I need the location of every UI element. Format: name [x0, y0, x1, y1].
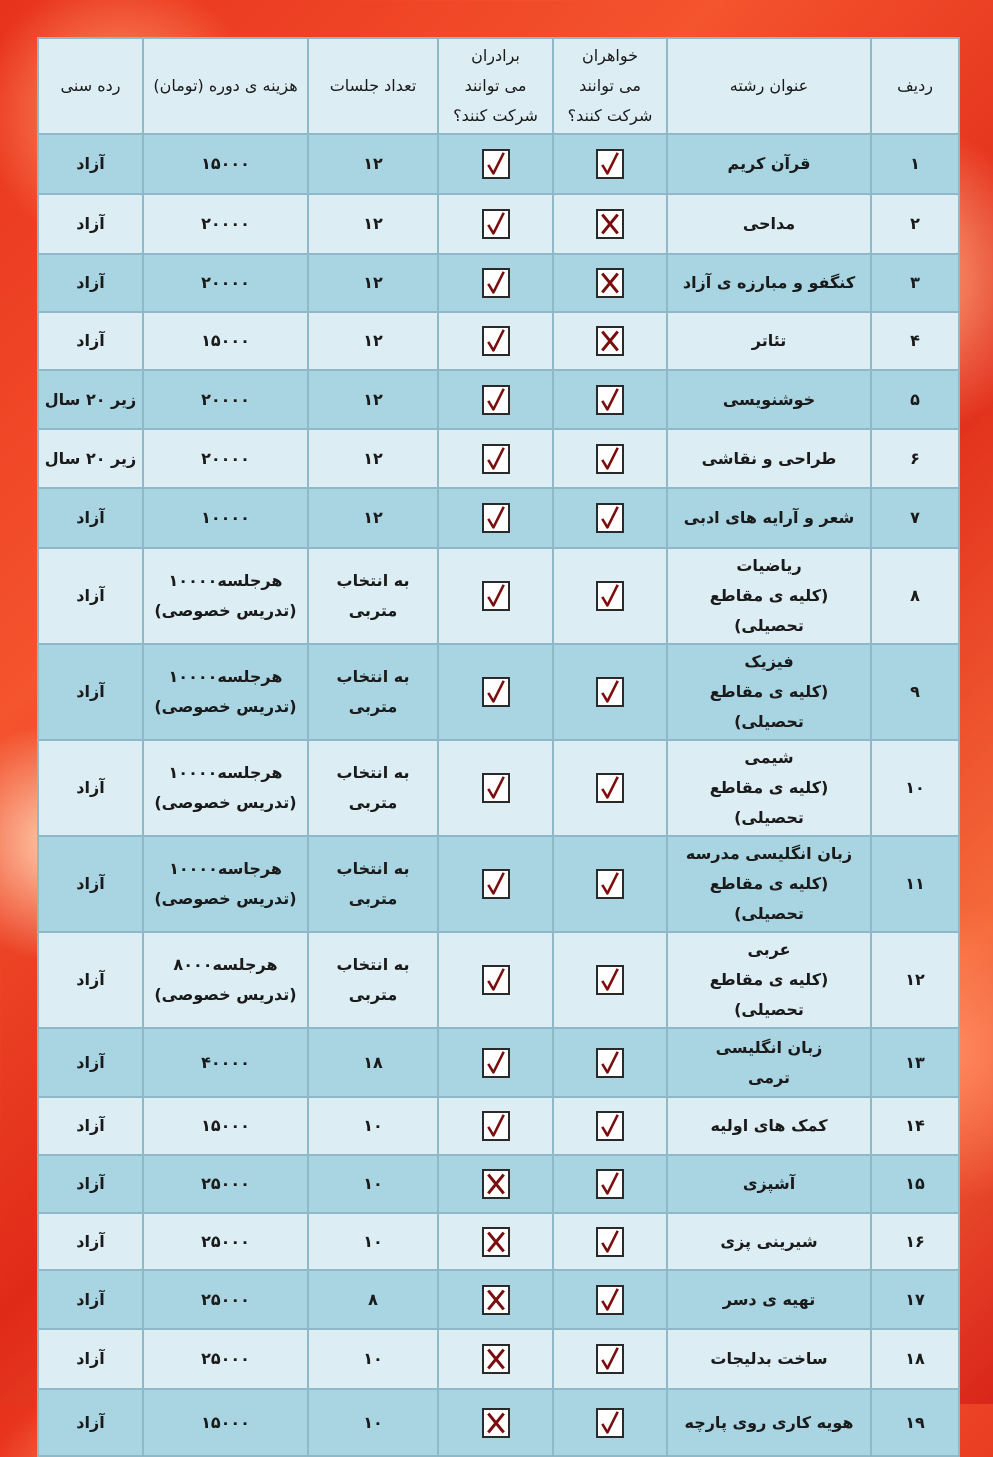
check-icon — [596, 581, 624, 611]
table-row — [38, 429, 959, 488]
cell-sessions: ۱۲ — [308, 429, 438, 488]
check-icon — [596, 773, 624, 803]
cell-title — [667, 1329, 871, 1389]
cell-sisters — [553, 1270, 667, 1329]
cell-sessions: ۱۰ — [308, 1213, 438, 1270]
cell-row-no: ۱۱ — [871, 836, 959, 932]
cell-title — [667, 836, 871, 932]
cross-icon — [596, 326, 624, 356]
cell-sessions: ۱۲ — [308, 134, 438, 194]
cell-brothers — [438, 644, 553, 740]
cell-sisters — [553, 429, 667, 488]
header-row-no: ردیف — [871, 38, 959, 134]
table-row — [38, 1097, 959, 1155]
table-row — [38, 932, 959, 1028]
check-icon — [482, 869, 510, 899]
cell-fee — [143, 134, 308, 194]
cell-brothers — [438, 1329, 553, 1389]
cell-title-line: طراحی و نقاشی — [701, 448, 837, 468]
header-row — [38, 38, 959, 134]
cell-sisters — [553, 1213, 667, 1270]
cell-brothers — [438, 836, 553, 932]
cell-age: آزاد — [38, 836, 143, 932]
check-icon — [482, 385, 510, 415]
cell-row-no: ۱ — [871, 134, 959, 194]
check-icon — [596, 677, 624, 707]
check-icon — [482, 1111, 510, 1141]
cell-row-no: ۱۴ — [871, 1097, 959, 1155]
cell-title-line: (کلیه ی مقاطع تحصیلی) — [709, 874, 829, 923]
cell-title — [667, 370, 871, 429]
cell-fee — [143, 1155, 308, 1213]
check-icon — [596, 1227, 624, 1257]
check-icon — [482, 581, 510, 611]
cell-row-no: ۶ — [871, 429, 959, 488]
cell-fee-line: ۲۰۰۰۰ — [201, 389, 250, 409]
cell-title-line: تهیه ی دسر — [722, 1289, 816, 1309]
cell-fee-line: (تدریس خصوصی) — [154, 697, 297, 716]
cell-fee — [143, 644, 308, 740]
cell-sisters — [553, 548, 667, 644]
cell-brothers — [438, 1155, 553, 1213]
cell-row-no: ۴ — [871, 312, 959, 370]
cell-age: زیر ۲۰ سال — [38, 429, 143, 488]
cell-sisters — [553, 740, 667, 836]
cell-brothers — [438, 194, 553, 254]
table-row — [38, 1329, 959, 1389]
cross-icon — [596, 209, 624, 239]
cell-title — [667, 1213, 871, 1270]
cell-fee-line: ۱۰۰۰۰ — [201, 508, 250, 527]
cell-fee-line: ۱۵۰۰۰ — [201, 331, 250, 350]
cell-title-line: کنگفو و مبارزه ی آزاد — [682, 273, 856, 292]
cell-age: آزاد — [38, 254, 143, 312]
cell-fee-line: (تدریس خصوصی) — [154, 601, 297, 620]
cell-fee-line: هرجلسه۸۰۰۰ — [173, 955, 278, 974]
cell-fee-line: (تدریس خصوصی) — [154, 985, 297, 1004]
header-age: رده سنی — [38, 38, 143, 134]
cell-title-line: کمک های اولیه — [710, 1116, 828, 1135]
cell-age: آزاد — [38, 1028, 143, 1097]
cell-fee-line: (تدریس خصوصی) — [154, 793, 297, 812]
cell-sisters — [553, 644, 667, 740]
check-icon — [596, 444, 624, 474]
cell-title — [667, 1097, 871, 1155]
table-row — [38, 1213, 959, 1270]
cell-title-line: آشپزی — [742, 1174, 796, 1193]
cell-age: آزاد — [38, 932, 143, 1028]
cell-sessions: ۱۲ — [308, 254, 438, 312]
cell-fee — [143, 429, 308, 488]
cross-icon — [596, 268, 624, 298]
header-sisters-line: می توانند — [579, 76, 641, 95]
check-icon — [596, 503, 624, 533]
check-icon — [596, 1169, 624, 1199]
cell-title-line: (کلیه ی مقاطع تحصیلی) — [709, 586, 829, 635]
table-row — [38, 134, 959, 194]
cell-title-line: (کلیه ی مقاطع تحصیلی) — [709, 682, 829, 731]
check-icon — [482, 1048, 510, 1078]
courses-table — [37, 37, 960, 1457]
cell-row-no: ۱۹ — [871, 1389, 959, 1456]
cell-title-line: مداحی — [742, 214, 796, 233]
cell-title-line: عربی — [747, 940, 791, 959]
check-icon — [482, 773, 510, 803]
cell-sessions: ۱۲ — [308, 370, 438, 429]
cell-fee — [143, 1097, 308, 1155]
cell-sessions: ۱۰ — [308, 1389, 438, 1456]
cell-age: آزاد — [38, 548, 143, 644]
cell-age: آزاد — [38, 1213, 143, 1270]
check-icon — [596, 1408, 624, 1438]
table-row — [38, 254, 959, 312]
cell-row-no: ۱۳ — [871, 1028, 959, 1097]
cell-title — [667, 488, 871, 548]
cell-row-no: ۷ — [871, 488, 959, 548]
cell-row-no: ۱۲ — [871, 932, 959, 1028]
cell-title-line: خوشنویسی — [722, 389, 816, 409]
cell-sisters — [553, 254, 667, 312]
cell-title-line: هویه کاری روی پارچه — [684, 1412, 854, 1432]
cell-fee — [143, 1389, 308, 1456]
cell-brothers — [438, 1213, 553, 1270]
cell-title — [667, 134, 871, 194]
table-row — [38, 194, 959, 254]
cell-fee-line: ۴۰۰۰۰ — [201, 1052, 250, 1072]
cell-age: زیر ۲۰ سال — [38, 370, 143, 429]
table-row — [38, 1270, 959, 1329]
cell-sisters — [553, 836, 667, 932]
cell-fee-line: ۱۵۰۰۰ — [201, 1412, 250, 1432]
cell-brothers — [438, 1270, 553, 1329]
cell-sisters — [553, 1028, 667, 1097]
cell-age: آزاد — [38, 488, 143, 548]
table-row — [38, 548, 959, 644]
cell-fee-line: هرجلسه۱۰۰۰۰ — [168, 667, 283, 686]
cell-brothers — [438, 370, 553, 429]
cell-title-line: قرآن کریم — [727, 154, 811, 173]
check-icon — [482, 209, 510, 239]
cell-row-no: ۱۶ — [871, 1213, 959, 1270]
check-icon — [596, 869, 624, 899]
cell-title-line: ساخت بدلیجات — [710, 1349, 828, 1368]
cell-title-line: زبان انگلیسی — [715, 1037, 823, 1057]
cell-fee — [143, 1329, 308, 1389]
cell-fee — [143, 548, 308, 644]
cell-title-line: فیزیک — [744, 652, 794, 671]
cell-row-no: ۲ — [871, 194, 959, 254]
cell-title — [667, 312, 871, 370]
header-brothers-line: می توانند — [464, 76, 527, 95]
header-title: عنوان رشته — [667, 38, 871, 134]
cell-brothers — [438, 1389, 553, 1456]
table-body — [38, 134, 959, 1456]
header-sisters-line: شرکت کنند؟ — [567, 106, 653, 125]
header-fee: هزینه ی دوره (تومان) — [143, 38, 308, 134]
cell-fee — [143, 488, 308, 548]
cross-icon — [482, 1285, 510, 1315]
cell-age: آزاد — [38, 740, 143, 836]
cell-title — [667, 1389, 871, 1456]
cell-fee-line: (تدریس خصوصی) — [154, 889, 297, 908]
cell-title — [667, 740, 871, 836]
cell-fee-line: ۲۵۰۰۰ — [201, 1174, 250, 1193]
cell-fee-line: هرجلسه۱۰۰۰۰ — [168, 571, 283, 590]
header-brothers-line: برادران — [471, 46, 520, 65]
cell-title-line: زبان انگلیسی مدرسه — [685, 844, 853, 863]
cell-row-no: ۱۵ — [871, 1155, 959, 1213]
cell-fee — [143, 370, 308, 429]
cell-row-no: ۳ — [871, 254, 959, 312]
cell-fee — [143, 932, 308, 1028]
cell-age: آزاد — [38, 1097, 143, 1155]
cell-fee — [143, 1028, 308, 1097]
table-row — [38, 644, 959, 740]
check-icon — [596, 1285, 624, 1315]
cell-sisters — [553, 1389, 667, 1456]
cell-fee-line: ۲۵۰۰۰ — [201, 1289, 250, 1309]
check-icon — [596, 149, 624, 179]
check-icon — [482, 677, 510, 707]
table-row — [38, 1028, 959, 1097]
cell-brothers — [438, 429, 553, 488]
cell-fee-line: ۲۵۰۰۰ — [201, 1349, 250, 1368]
cell-title — [667, 1155, 871, 1213]
cell-title-line: ترمی — [747, 1067, 791, 1087]
cell-age: آزاد — [38, 134, 143, 194]
cell-title-line: شعر و آرایه های ادبی — [683, 508, 855, 527]
cell-fee-line: ۲۵۰۰۰ — [201, 1231, 250, 1251]
cell-title — [667, 548, 871, 644]
cell-brothers — [438, 548, 553, 644]
cell-sessions: به انتخاب متربی — [308, 932, 438, 1028]
cell-brothers — [438, 134, 553, 194]
check-icon — [596, 1111, 624, 1141]
cell-title — [667, 1270, 871, 1329]
cell-age: آزاد — [38, 194, 143, 254]
cell-fee-line: ۱۵۰۰۰ — [201, 154, 250, 173]
cell-row-no: ۵ — [871, 370, 959, 429]
cell-sessions: ۱۲ — [308, 194, 438, 254]
cell-title-line: (کلیه ی مقاطع تحصیلی) — [709, 778, 829, 827]
table-row — [38, 740, 959, 836]
cell-title — [667, 194, 871, 254]
cell-title — [667, 254, 871, 312]
cell-fee — [143, 312, 308, 370]
check-icon — [482, 965, 510, 995]
cell-fee-line: هرجاسه۱۰۰۰۰ — [169, 859, 282, 878]
check-icon — [596, 385, 624, 415]
cell-brothers — [438, 740, 553, 836]
cell-fee-line: ۱۵۰۰۰ — [201, 1116, 250, 1135]
cell-age: آزاد — [38, 1155, 143, 1213]
cell-sisters — [553, 932, 667, 1028]
cell-brothers — [438, 932, 553, 1028]
check-icon — [596, 965, 624, 995]
cell-sessions: ۱۲ — [308, 488, 438, 548]
cell-age: آزاد — [38, 1329, 143, 1389]
check-icon — [482, 149, 510, 179]
cell-fee-line: ۲۰۰۰۰ — [201, 273, 250, 292]
cross-icon — [482, 1408, 510, 1438]
cell-age: آزاد — [38, 312, 143, 370]
cell-title-line: شیرینی پزی — [720, 1231, 818, 1251]
cell-sessions: به انتخاب متربی — [308, 644, 438, 740]
cell-title-line: شیمی — [744, 748, 794, 767]
cell-fee-line: ۲۰۰۰۰ — [201, 448, 250, 468]
table-row — [38, 836, 959, 932]
header-sisters-line: خواهران — [581, 46, 639, 65]
cell-row-no: ۹ — [871, 644, 959, 740]
cell-sessions: به انتخاب متربی — [308, 548, 438, 644]
cell-title — [667, 1028, 871, 1097]
check-icon — [482, 503, 510, 533]
cell-sisters — [553, 134, 667, 194]
cell-brothers — [438, 312, 553, 370]
cell-sessions: به انتخاب متربی — [308, 836, 438, 932]
cross-icon — [482, 1344, 510, 1374]
cell-brothers — [438, 254, 553, 312]
cell-row-no: ۱۷ — [871, 1270, 959, 1329]
cell-sisters — [553, 488, 667, 548]
cell-row-no: ۸ — [871, 548, 959, 644]
check-icon — [482, 444, 510, 474]
cell-title-line: (کلیه ی مقاطع تحصیلی) — [709, 970, 829, 1019]
cell-fee — [143, 836, 308, 932]
table-row — [38, 1155, 959, 1213]
cell-age: آزاد — [38, 644, 143, 740]
cell-sessions: ۱۸ — [308, 1028, 438, 1097]
cell-fee-line: ۲۰۰۰۰ — [201, 214, 250, 233]
cell-sessions: ۱۰ — [308, 1155, 438, 1213]
cell-age: آزاد — [38, 1389, 143, 1456]
check-icon — [596, 1048, 624, 1078]
header-sisters — [553, 38, 667, 134]
cell-brothers — [438, 488, 553, 548]
cell-title-line: ریاضیات — [736, 556, 802, 575]
cell-age: آزاد — [38, 1270, 143, 1329]
header-brothers — [438, 38, 553, 134]
table-row — [38, 1389, 959, 1456]
cell-title — [667, 644, 871, 740]
cell-brothers — [438, 1028, 553, 1097]
check-icon — [482, 326, 510, 356]
cell-fee — [143, 254, 308, 312]
cell-sisters — [553, 312, 667, 370]
cell-fee — [143, 740, 308, 836]
cell-sisters — [553, 1329, 667, 1389]
cell-fee — [143, 194, 308, 254]
cell-row-no: ۱۸ — [871, 1329, 959, 1389]
table-frame — [37, 37, 958, 1432]
cell-sessions: ۸ — [308, 1270, 438, 1329]
table-row — [38, 370, 959, 429]
header-sessions: تعداد جلسات — [308, 38, 438, 134]
check-icon — [596, 1344, 624, 1374]
cell-brothers — [438, 1097, 553, 1155]
cell-title — [667, 429, 871, 488]
cell-title — [667, 932, 871, 1028]
cross-icon — [482, 1169, 510, 1199]
table-row — [38, 312, 959, 370]
table-row — [38, 488, 959, 548]
cell-sessions: ۱۰ — [308, 1329, 438, 1389]
cell-sisters — [553, 194, 667, 254]
cell-title-line: تئاتر — [751, 331, 787, 350]
cell-sisters — [553, 370, 667, 429]
cell-sessions: ۱۲ — [308, 312, 438, 370]
cell-sisters — [553, 1097, 667, 1155]
check-icon — [482, 268, 510, 298]
cell-fee — [143, 1213, 308, 1270]
cell-sessions: ۱۰ — [308, 1097, 438, 1155]
cell-fee-line: هرجلسه۱۰۰۰۰ — [168, 763, 283, 782]
cross-icon — [482, 1227, 510, 1257]
cell-row-no: ۱۰ — [871, 740, 959, 836]
cell-sessions: به انتخاب متربی — [308, 740, 438, 836]
cell-sisters — [553, 1155, 667, 1213]
cell-fee — [143, 1270, 308, 1329]
header-brothers-line: شرکت کنند؟ — [453, 106, 538, 125]
